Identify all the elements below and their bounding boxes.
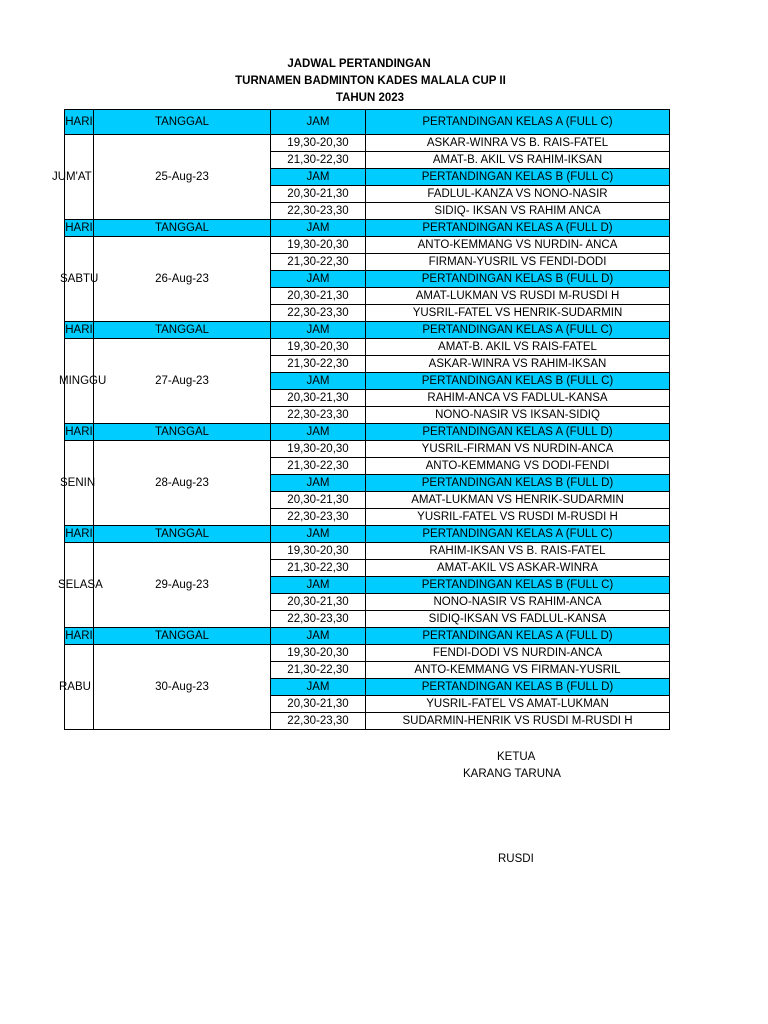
match-row xyxy=(65,339,670,356)
match-row xyxy=(65,237,670,254)
match-cell: ASKAR-WINRA VS RAHIM-IKSAN xyxy=(366,356,670,373)
date-cell: 30-Aug-23 xyxy=(94,645,271,730)
header-kelas-a: PERTANDINGAN KELAS A (FULL C) xyxy=(366,110,670,135)
match-cell: NONO-NASIR VS IKSAN-SIDIQ xyxy=(366,407,670,424)
header-hari: HARI xyxy=(65,526,94,543)
title-line-3: TAHUN 2023 xyxy=(335,92,405,104)
match-row xyxy=(65,645,670,662)
signature-role: KETUA xyxy=(497,751,536,763)
header-hari: HARI xyxy=(65,220,94,237)
header-jam: JAM xyxy=(271,628,366,645)
match-cell: ANTO-KEMMANG VS FIRMAN-YUSRIL xyxy=(366,662,670,679)
header-jam: JAM xyxy=(271,424,366,441)
day-name: MINGGU xyxy=(59,375,107,387)
time-cell: 20,30-21,30 xyxy=(271,696,366,713)
subheader-kelas-b: PERTANDINGAN KELAS B (FULL C) xyxy=(366,577,670,594)
header-jam: JAM xyxy=(271,526,366,543)
time-cell: 20,30-21,30 xyxy=(271,492,366,509)
time-cell: 19,30-20,30 xyxy=(271,543,366,560)
subheader-jam: JAM xyxy=(271,373,366,390)
date-cell: 25-Aug-23 xyxy=(94,135,271,220)
match-cell: YUSRIL-FATEL VS RUSDI M-RUSDI H xyxy=(366,509,670,526)
match-cell: FENDI-DODI VS NURDIN-ANCA xyxy=(366,645,670,662)
day-name: SENIN xyxy=(60,477,96,489)
time-cell: 21,30-22,30 xyxy=(271,356,366,373)
signature-name: RUSDI xyxy=(498,853,534,865)
day-name-cell xyxy=(60,237,99,322)
match-cell: YUSRIL-FATEL VS HENRIK-SUDARMIN xyxy=(366,305,670,322)
subheader-kelas-b: PERTANDINGAN KELAS B (FULL D) xyxy=(366,475,670,492)
time-cell: 21,30-22,30 xyxy=(271,458,366,475)
match-cell: SIDIQ- IKSAN VS RAHIM ANCA xyxy=(366,203,670,220)
header-tanggal: TANGGAL xyxy=(94,322,271,339)
day-header-row xyxy=(65,628,670,645)
match-cell: ANTO-KEMMANG VS NURDIN- ANCA xyxy=(366,237,670,254)
time-cell: 20,30-21,30 xyxy=(271,288,366,305)
header-hari: HARI xyxy=(65,628,94,645)
match-row xyxy=(65,543,670,560)
match-cell: RAHIM-IKSAN VS B. RAIS-FATEL xyxy=(366,543,670,560)
match-cell: YUSRIL-FIRMAN VS NURDIN-ANCA xyxy=(366,441,670,458)
day-name: SELASA xyxy=(58,579,103,591)
day-name-cell xyxy=(58,543,103,628)
day-name-cell xyxy=(59,645,94,730)
signature-organization: KARANG TARUNA xyxy=(463,768,561,780)
day-name-cell xyxy=(59,339,107,424)
header-tanggal: TANGGAL xyxy=(94,424,271,441)
match-row xyxy=(65,135,670,152)
match-cell: FADLUL-KANZA VS NONO-NASIR xyxy=(366,186,670,203)
day-name-cell xyxy=(60,441,96,526)
subheader-kelas-b: PERTANDINGAN KELAS B (FULL C) xyxy=(366,169,670,186)
subheader-kelas-b: PERTANDINGAN KELAS B (FULL C) xyxy=(366,373,670,390)
schedule-table xyxy=(52,109,670,730)
header-tanggal: TANGGAL xyxy=(94,220,271,237)
day-name: SABTU xyxy=(60,273,99,285)
match-cell: YUSRIL-FATEL VS AMAT-LUKMAN xyxy=(366,696,670,713)
time-cell: 20,30-21,30 xyxy=(271,186,366,203)
day-header-row xyxy=(65,424,670,441)
match-cell: AMAT-LUKMAN VS RUSDI M-RUSDI H xyxy=(366,288,670,305)
day-name-cell xyxy=(52,135,94,220)
subheader-jam: JAM xyxy=(271,577,366,594)
header-kelas-a: PERTANDINGAN KELAS A (FULL C) xyxy=(366,322,670,339)
date-cell: 29-Aug-23 xyxy=(94,543,271,628)
time-cell: 22,30-23,30 xyxy=(271,203,366,220)
match-cell: AMAT-B. AKIL VS RAIS-FATEL xyxy=(366,339,670,356)
match-row xyxy=(65,441,670,458)
time-cell: 22,30-23,30 xyxy=(271,509,366,526)
header-tanggal: TANGGAL xyxy=(94,628,271,645)
match-cell: SIDIQ-IKSAN VS FADLUL-KANSA xyxy=(366,611,670,628)
match-cell: AMAT-B. AKIL VS RAHIM-IKSAN xyxy=(366,152,670,169)
header-kelas-a: PERTANDINGAN KELAS A (FULL C) xyxy=(366,526,670,543)
time-cell: 20,30-21,30 xyxy=(271,390,366,407)
day-header-row xyxy=(65,526,670,543)
time-cell: 19,30-20,30 xyxy=(271,237,366,254)
subheader-jam: JAM xyxy=(271,679,366,696)
match-cell: RAHIM-ANCA VS FADLUL-KANSA xyxy=(366,390,670,407)
date-cell: 26-Aug-23 xyxy=(94,237,271,322)
time-cell: 21,30-22,30 xyxy=(271,560,366,577)
document-title-block xyxy=(0,56,768,107)
date-cell: 28-Aug-23 xyxy=(94,441,271,526)
match-cell: NONO-NASIR VS RAHIM-ANCA xyxy=(366,594,670,611)
day-header-row xyxy=(65,110,670,135)
time-cell: 22,30-23,30 xyxy=(271,305,366,322)
header-jam: JAM xyxy=(271,110,366,135)
header-jam: JAM xyxy=(271,322,366,339)
match-cell: AMAT-LUKMAN VS HENRIK-SUDARMIN xyxy=(366,492,670,509)
header-tanggal: TANGGAL xyxy=(94,526,271,543)
time-cell: 21,30-22,30 xyxy=(271,662,366,679)
match-cell: ANTO-KEMMANG VS DODI-FENDI xyxy=(366,458,670,475)
time-cell: 22,30-23,30 xyxy=(271,611,366,628)
header-kelas-a: PERTANDINGAN KELAS A (FULL D) xyxy=(366,424,670,441)
day-name: RABU xyxy=(59,681,91,693)
header-kelas-a: PERTANDINGAN KELAS A (FULL D) xyxy=(366,220,670,237)
title-line-1: JADWAL PERTANDINGAN xyxy=(287,58,431,70)
time-cell: 21,30-22,30 xyxy=(271,152,366,169)
subheader-kelas-b: PERTANDINGAN KELAS B (FULL D) xyxy=(366,679,670,696)
time-cell: 19,30-20,30 xyxy=(271,645,366,662)
time-cell: 20,30-21,30 xyxy=(271,594,366,611)
title-line-2: TURNAMEN BADMINTON KADES MALALA CUP II xyxy=(235,75,506,87)
date-cell: 27-Aug-23 xyxy=(94,339,271,424)
header-hari: HARI xyxy=(65,110,94,135)
match-cell: SUDARMIN-HENRIK VS RUSDI M-RUSDI H xyxy=(366,713,670,730)
time-cell: 19,30-20,30 xyxy=(271,135,366,152)
day-name: JUM'AT xyxy=(52,171,92,183)
subheader-jam: JAM xyxy=(271,271,366,288)
subheader-kelas-b: PERTANDINGAN KELAS B (FULL D) xyxy=(366,271,670,288)
subheader-jam: JAM xyxy=(271,169,366,186)
time-cell: 19,30-20,30 xyxy=(271,339,366,356)
time-cell: 22,30-23,30 xyxy=(271,713,366,730)
header-hari: HARI xyxy=(65,424,94,441)
day-header-row xyxy=(65,322,670,339)
match-cell: AMAT-AKIL VS ASKAR-WINRA xyxy=(366,560,670,577)
subheader-jam: JAM xyxy=(271,475,366,492)
match-cell: ASKAR-WINRA VS B. RAIS-FATEL xyxy=(366,135,670,152)
day-header-row xyxy=(65,220,670,237)
match-cell: FIRMAN-YUSRIL VS FENDI-DODI xyxy=(366,254,670,271)
header-hari: HARI xyxy=(65,322,94,339)
time-cell: 22,30-23,30 xyxy=(271,407,366,424)
header-kelas-a: PERTANDINGAN KELAS A (FULL D) xyxy=(366,628,670,645)
header-jam: JAM xyxy=(271,220,366,237)
time-cell: 21,30-22,30 xyxy=(271,254,366,271)
header-tanggal: TANGGAL xyxy=(94,110,271,135)
time-cell: 19,30-20,30 xyxy=(271,441,366,458)
